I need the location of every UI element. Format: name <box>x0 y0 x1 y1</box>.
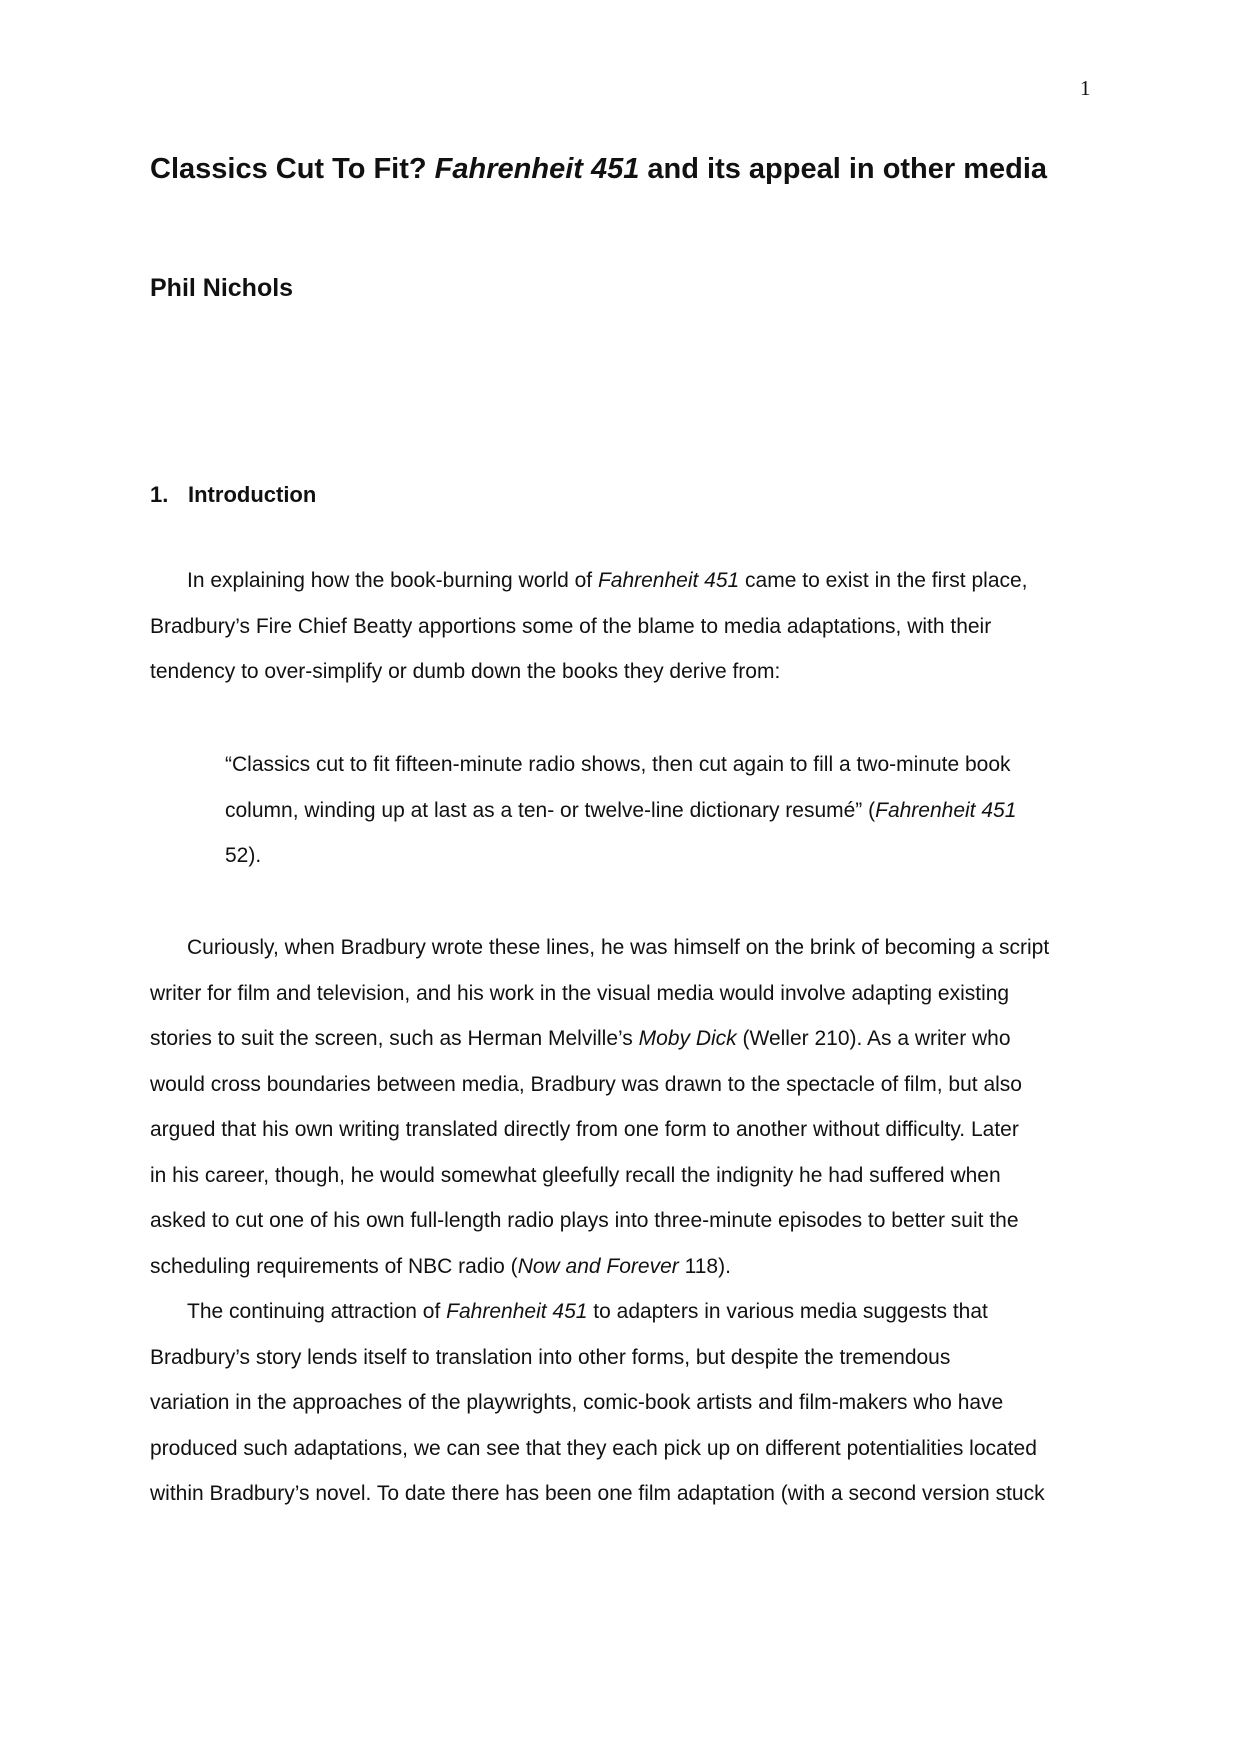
italic-title: Moby Dick <box>638 1027 737 1050</box>
paragraph-line: asked to cut one of his own full-length radio plays into three-minute episodes to better suit the <box>150 1209 1019 1232</box>
text-run: The continuing attraction of <box>187 1300 447 1323</box>
italic-title: Fahrenheit 451 <box>446 1300 588 1323</box>
paragraph-1 <box>150 558 1140 695</box>
text-run: (Weller 210). As a writer who <box>736 1027 1011 1050</box>
paragraph-line: writer for film and television, and his work in the visual media would involve adapting existing <box>150 981 1010 1005</box>
quote-line: “Classics cut to fit fifteen-minute radio shows, then cut again to fill a two-minute book <box>225 753 1011 776</box>
title-part-2: and its appeal in other media <box>639 153 1048 185</box>
text-run: stories to suit the screen, such as Herman Melville’s <box>150 1027 639 1050</box>
text-run: 118). <box>678 1254 731 1278</box>
title-part-1: Classics Cut To Fit? <box>150 153 435 185</box>
quote-line: 52). <box>225 844 262 867</box>
italic-title: Fahrenheit 451 <box>597 569 740 592</box>
quote-line <box>225 788 1125 834</box>
paragraph-2 <box>150 925 1140 1289</box>
paragraph-line: Bradbury’s Fire Chief Beatty apportions some of the blame to media adaptations, with their <box>150 614 992 638</box>
italic-title: Fahrenheit 451 <box>875 798 1017 822</box>
text-run: to adapters in various media suggests that <box>587 1300 988 1323</box>
paragraph-line <box>150 558 1140 604</box>
paragraph-line <box>150 1016 1140 1062</box>
block-quote <box>225 742 1125 879</box>
text-run: column, winding up at last as a ten- or twelve-line dictionary resumé” ( <box>225 798 876 822</box>
paragraph-line: produced such adaptations, we can see that they each pick up on different potentialities located <box>150 1436 1037 1460</box>
author-name: Phil Nichols <box>150 274 294 302</box>
paragraph-line: Curiously, when Bradbury wrote these lines, he was himself on the brink of becoming a script <box>187 936 1050 959</box>
paragraph-line: tendency to over-simplify or dumb down the books they derive from: <box>150 660 781 683</box>
page-number: 1 <box>1080 76 1091 100</box>
paragraph-line <box>150 1289 1140 1335</box>
text-run: came to exist in the first place, <box>739 569 1028 592</box>
paragraph-line: argued that his own writing translated directly from one form to another without difficulty. Later <box>150 1118 1019 1141</box>
text-run: In explaining how the book-burning world of <box>187 569 598 592</box>
paragraph-line: within Bradbury’s novel. To date there has been one film adaptation (with a second version stuck <box>150 1482 1045 1505</box>
paragraph-line: variation in the approaches of the playwrights, comic-book artists and film-makers who have <box>150 1391 1004 1414</box>
section-number: 1. <box>150 482 169 507</box>
section-heading <box>150 482 316 508</box>
paper-title <box>150 152 1090 187</box>
section-title: Introduction <box>188 482 317 507</box>
paragraph-line: Bradbury’s story lends itself to translation into other forms, but despite the tremendous <box>150 1345 951 1369</box>
paragraph-line: would cross boundaries between media, Bradbury was drawn to the spectacle of film, but also <box>150 1072 1022 1096</box>
paragraph-line <box>150 1244 1140 1290</box>
paragraph-3 <box>150 1289 1140 1517</box>
italic-title: Now and Forever <box>517 1254 679 1278</box>
paragraph-line: in his career, though, he would somewhat gleefully recall the indignity he had suffered when <box>150 1163 1001 1187</box>
text-run: scheduling requirements of NBC radio ( <box>150 1254 518 1278</box>
title-italic: Fahrenheit 451 <box>434 153 640 185</box>
